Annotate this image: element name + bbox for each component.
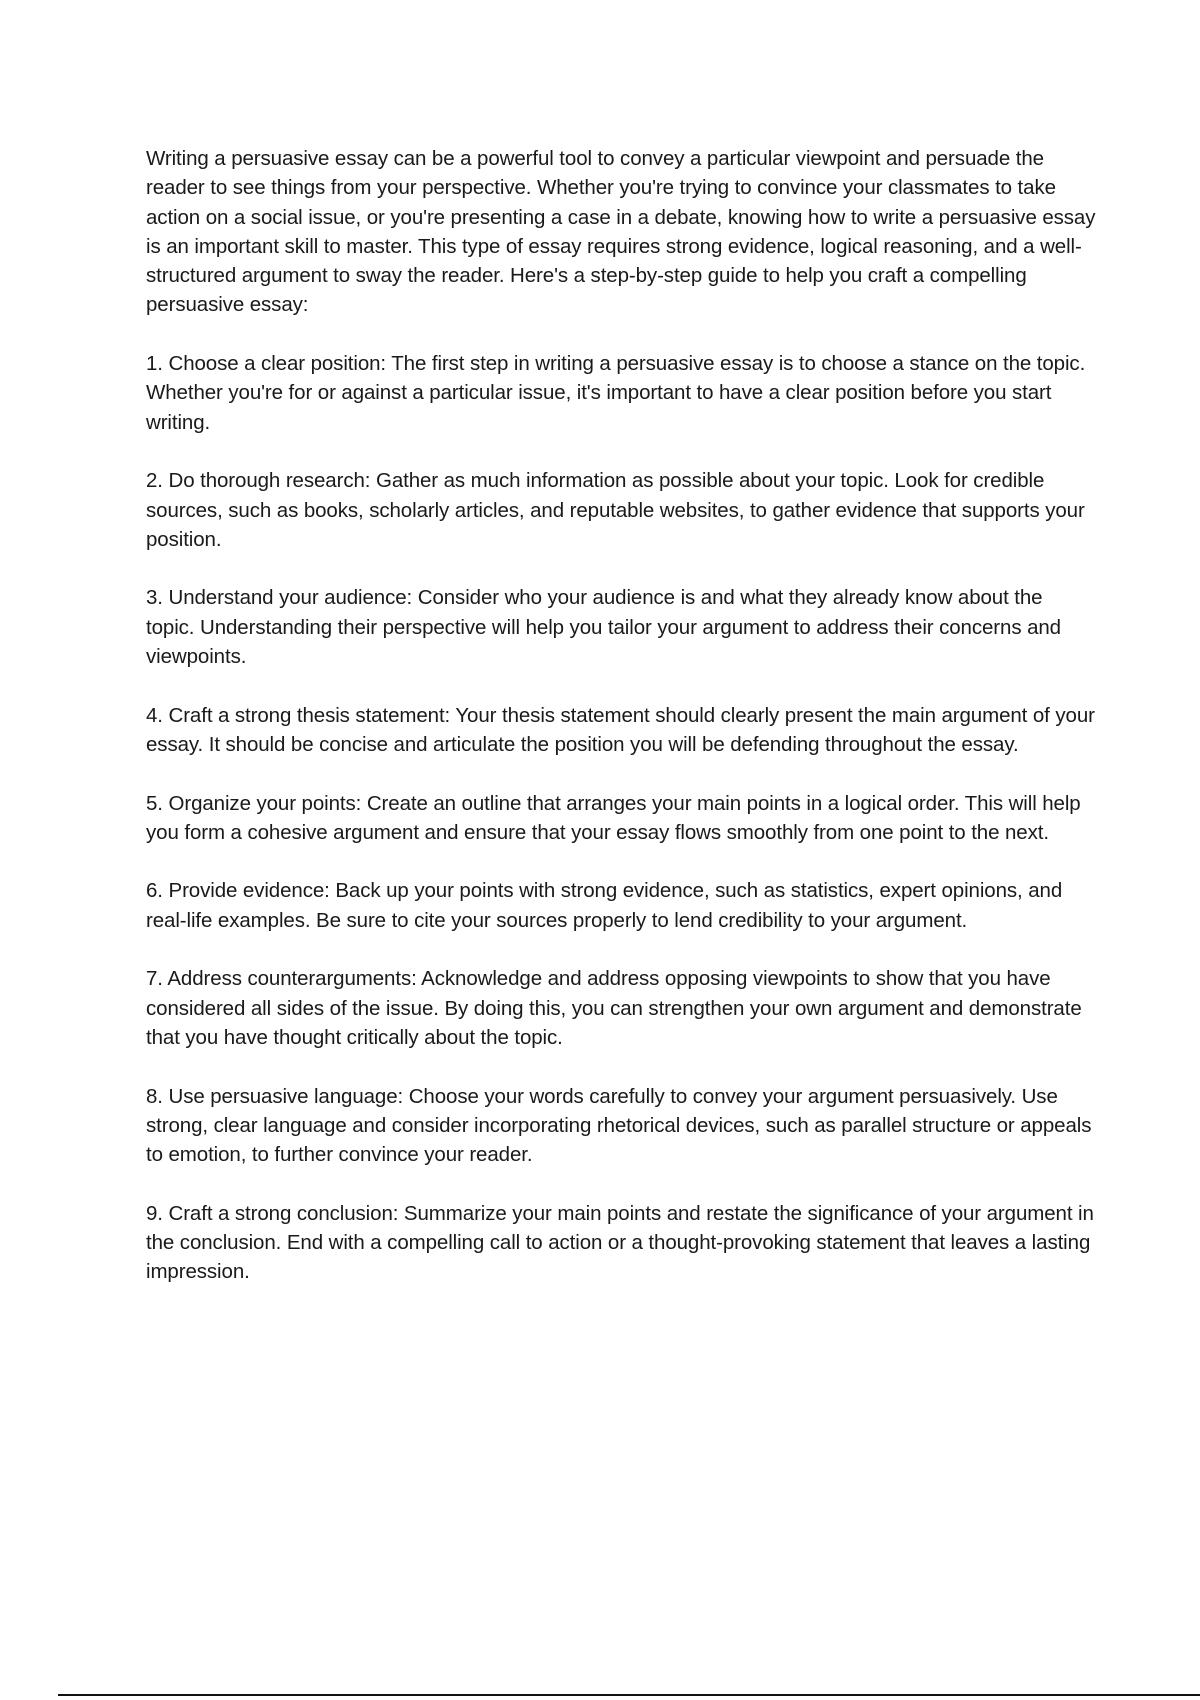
step-paragraph-8: 8. Use persuasive language: Choose your words carefully to convey your argument persuasively. Use strong, clear language and consider incorporating rhetorical devices, such as parallel structure or appeals to emotion, to further convince your reader. [146, 1084, 1092, 1167]
step-paragraph-7: 7. Address counterarguments: Acknowledge and address opposing viewpoints to show that you have considered all sides of the issue. By doing this, you can strengthen your own argument and demonstrate that you have thought critically about the topic. [146, 967, 1082, 1049]
step-paragraph-4: 4. Craft a strong thesis statement: Your thesis statement should clearly present the main argument of your essay. It should be concise and articulate the position you will be defending throughout the essay. [146, 703, 1095, 756]
step-paragraph-9: 9. Craft a strong conclusion: Summarize your main points and restate the significance of your argument in the conclusion. End with a compelling call to action or a thought-provoking statement that leaves a lasting impression. [146, 1201, 1094, 1284]
intro-paragraph: Writing a persuasive essay can be a powerful tool to convey a particular viewpoint and persuade the reader to see things from your perspective. Whether you're trying to convince your classmates to take action on a social issue, or you're presenting a case in a debate, knowing how to write a persuasive essay is an important skill to master. This type of essay requires strong evidence, logical reasoning, and a well-structured argument to sway the reader. Here's a step-by-step guide to help you craft a compelling persuasive essay: [146, 147, 1096, 317]
step-paragraph-5: 5. Organize your points: Create an outline that arranges your main points in a logical order. This will help you form a cohesive argument and ensure that your essay flows smoothly from one point to the next. [146, 791, 1081, 844]
step-paragraph-1: 1. Choose a clear position: The first step in writing a persuasive essay is to choose a stance on the topic. Whether you're for or against a particular issue, it's important to have a clear position before you start writing. [146, 352, 1086, 434]
step-paragraph-6: 6. Provide evidence: Back up your points with strong evidence, such as statistics, expert opinions, and real-life examples. Be sure to cite your sources properly to lend credibility to your argument. [146, 879, 1063, 932]
document-body [146, 144, 1096, 1316]
step-paragraph-2: 2. Do thorough research: Gather as much information as possible about your topic. Look for credible sources, such as books, scholarly articles, and reputable websites, to gather evidence that supports your position. [146, 469, 1085, 551]
step-paragraph-3: 3. Understand your audience: Consider who your audience is and what they already know about the topic. Understanding their perspective will help you tailor your argument to address their concerns and viewpoints. [146, 586, 1061, 669]
bottom-divider [58, 1694, 1200, 1696]
